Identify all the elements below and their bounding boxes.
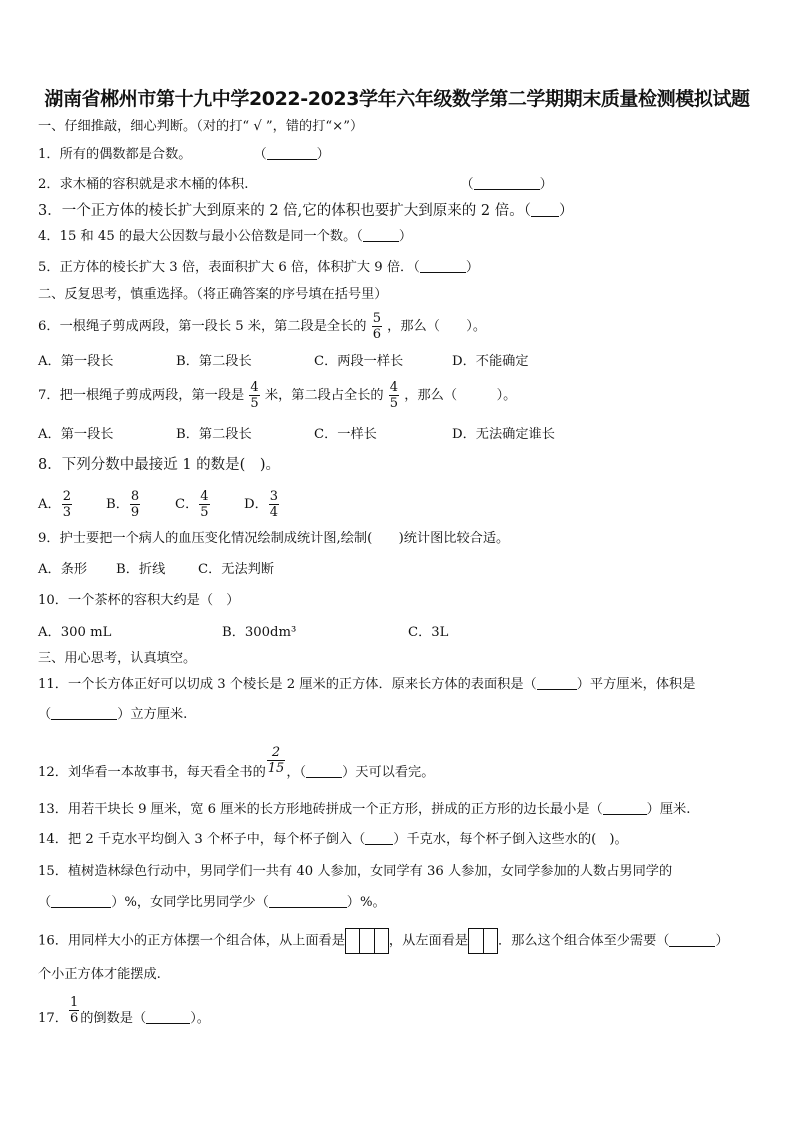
fraction: $\frac{2}{15}$ [267,745,285,776]
question-10: 10．一个茶杯的容积大约是（ ） [38,593,240,608]
option-b[interactable]: B．第二段长 [176,427,252,442]
option-d[interactable]: D．无法确定谁长 [452,427,555,442]
answer-blank[interactable] [51,706,117,720]
option-b[interactable]: B． $\frac{8}{9}$ [106,489,140,520]
answer-blank[interactable] [269,894,347,908]
question-12: 12．刘华看一本故事书，每天看全书的 $\frac{2}{15}$ ，（ ）天可以看完。 [38,745,435,780]
question-8: 8．下列分数中最接近 1 的数是( )。 [38,457,280,473]
answer-blank[interactable] [365,831,393,845]
answer-blank[interactable] [420,259,466,273]
left-view-grid-icon [468,928,498,954]
fraction: $\frac{4}{5}$ [389,380,399,411]
answer-blank[interactable] [531,203,559,217]
fraction: $\frac{1}{6}$ [69,995,79,1026]
question-7: 7．把一根绳子剪成两段，第一段是 $\frac{4}{5}$ 米，第二段占全长的 $\frac{4}{5}$ ，那么（ ）。 [38,380,517,411]
option-b[interactable]: B．折线 [116,562,166,577]
option-a[interactable]: A．第一段长 [38,427,114,442]
answer-blank[interactable] [146,1010,190,1024]
question-2: 2．求木桶的容积就是求木桶的体积. （ ） [38,177,553,192]
question-13: 13．用若干块长 9 厘米，宽 6 厘米的长方形地砖拼成一个正方形，拼成的正方形的边长最小是（ ）厘米. [38,802,691,817]
section-heading-2: 二、反复思考，慎重选择。（将正确答案的序号填在括号里） [38,287,388,302]
option-b[interactable]: B．300dm³ [222,625,297,640]
option-a[interactable]: A．条形 [38,562,88,577]
fraction: $\frac{4}{5}$ [250,380,259,411]
option-c[interactable]: C． $\frac{4}{5}$ [175,489,209,520]
page-title: 湖南省郴州市第十九中学2022-2023学年六年级数学第二学期期末质量检测模拟试题 [44,88,750,110]
option-c[interactable]: C．两段一样长 [314,354,404,369]
answer-blank[interactable] [603,801,647,815]
question-16: 16．用同样大小的正方体摆一个组合体，从上面看是 ，从左面看是 ．那么这个组合体至少需要（ ） [38,928,729,954]
question-4: 4．15 和 45 的最大公因数与最小公倍数是同一个数。（ ） [38,229,413,244]
answer-blank[interactable] [537,676,577,690]
option-c[interactable]: C．3L [408,625,449,640]
question-1: 1．所有的偶数都是合数。 （ ） [38,147,330,162]
fraction: $\frac{5}{6}$ [372,311,381,342]
option-a[interactable]: A．第一段长 [38,354,114,369]
top-view-grid-icon [345,928,389,954]
answer-blank[interactable] [306,764,342,778]
option-d[interactable]: D． $\frac{3}{4}$ [244,489,279,520]
section-heading-3: 三、用心思考，认真填空。 [38,651,197,666]
question-8-options [38,486,738,522]
option-d[interactable]: D．不能确定 [452,354,529,369]
question-16-line2: 个小正方体才能摆成. [38,967,161,982]
answer-blank[interactable] [51,894,111,908]
question-14: 14．把 2 千克水平均倒入 3 个杯子中，每个杯子倒入（ ）千克水，每个杯子倒入这些水的( )。 [38,832,628,847]
section-heading-1: 一、仔细推敲，细心判断。（对的打“ √ ”，错的打“×”） [38,119,364,134]
question-15-line2: （ ）%，女同学比男同学少（ ）%。 [38,895,386,910]
answer-blank[interactable] [669,933,715,947]
question-5: 5．正方体的棱长扩大 3 倍，表面积扩大 6 倍，体积扩大 9 倍．（ ） [38,260,479,275]
question-15: 15．植树造林绿色行动中，男同学们一共有 40 人参加，女同学有 36 人参加，女同学参加的人数占男同学的 [38,864,673,879]
question-11-line2: （ ）立方厘米. [38,707,188,722]
option-c[interactable]: C．无法判断 [198,562,275,577]
question-17: 17． $\frac{1}{6}$ 的倒数是（ ）。 [38,995,210,1026]
option-a[interactable]: A． $\frac{2}{3}$ [38,489,71,520]
question-6: 6．一根绳子剪成两段，第一段长 5 米，第二段是全长的 $\frac{5}{6}$ ，那么（ ）。 [38,311,487,342]
question-11: 11．一个长方体正好可以切成 3 个棱长是 2 厘米的正方体．原来长方体的表面积是（ ）平方厘米，体积是 [38,677,696,692]
option-a[interactable]: A．300 mL [38,625,112,640]
answer-blank[interactable] [474,176,540,190]
answer-blank[interactable] [363,228,399,242]
answer-blank[interactable] [267,146,317,160]
question-3: 3．一个正方体的棱长扩大到原来的 2 倍,它的体积也要扩大到原来的 2 倍。（ ） [38,203,574,219]
option-b[interactable]: B．第二段长 [176,354,252,369]
question-9: 9．护士要把一个病人的血压变化情况绘制成统计图,绘制( )统计图比较合适。 [38,531,510,546]
option-c[interactable]: C．一样长 [314,427,377,442]
